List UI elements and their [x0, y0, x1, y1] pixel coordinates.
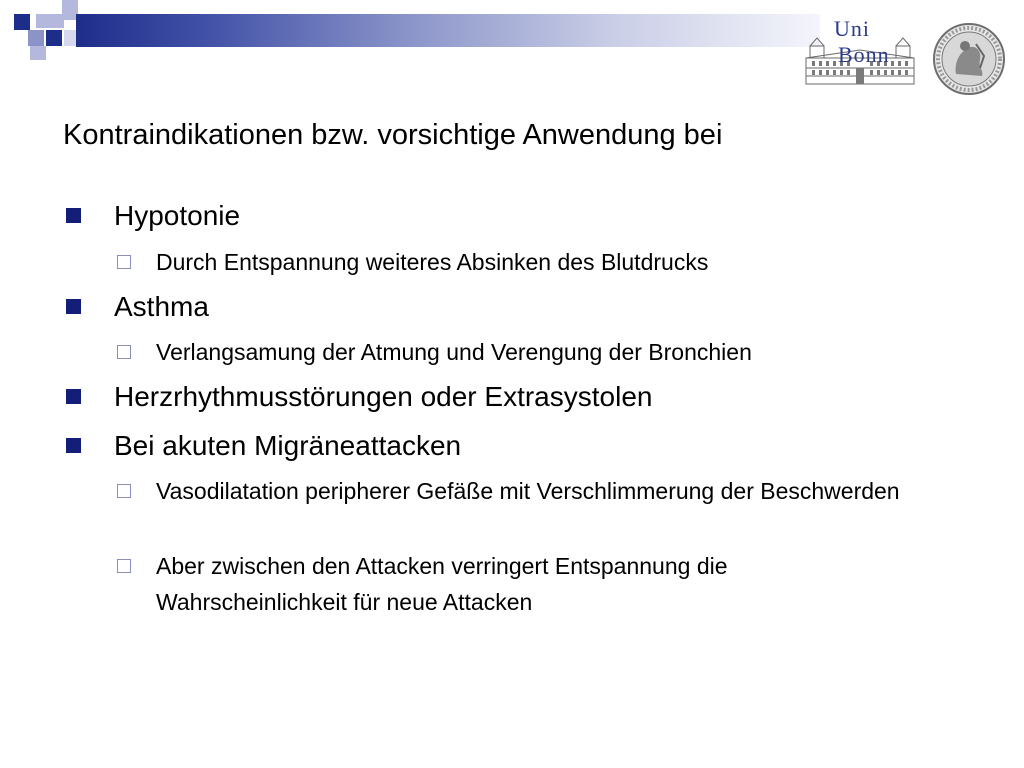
uni-logo-text-1: Uni: [834, 16, 870, 41]
hollow-square-bullet-icon: [117, 484, 131, 498]
hollow-square-bullet-icon: [117, 559, 131, 573]
square-bullet-icon: [66, 389, 81, 404]
square-bullet-icon: [66, 299, 81, 314]
bullet-text: Bei akuten Migräneattacken: [114, 430, 462, 461]
bullet-text: Asthma: [114, 291, 209, 322]
square-bullet-icon: [66, 208, 81, 223]
uni-logo-text-2: Bonn: [838, 42, 890, 67]
sub-bullet-text: Aber zwischen den Attacken verringert Entspannung die Wahrscheinlichkeit für neue Attacken: [156, 553, 728, 615]
sub-bullet-text: Durch Entspannung weiteres Absinken des Blutdrucks: [156, 249, 709, 275]
bullet-text: Hypotonie: [114, 200, 241, 231]
hollow-square-bullet-icon: [117, 345, 131, 359]
hollow-square-bullet-icon: [117, 255, 131, 269]
slide-title: Kontraindikationen bzw. vorsichtige Anwendung bei: [63, 119, 723, 151]
square-bullet-icon: [66, 438, 81, 453]
sub-bullet-text: Vasodilatation peripherer Gefäße mit Verschlimmerung der Beschwerden: [156, 478, 900, 504]
bullet-text: Herzrhythmusstörungen oder Extrasystolen: [114, 381, 653, 412]
sub-bullet-text: Verlangsamung der Atmung und Verengung der Bronchien: [156, 339, 752, 365]
